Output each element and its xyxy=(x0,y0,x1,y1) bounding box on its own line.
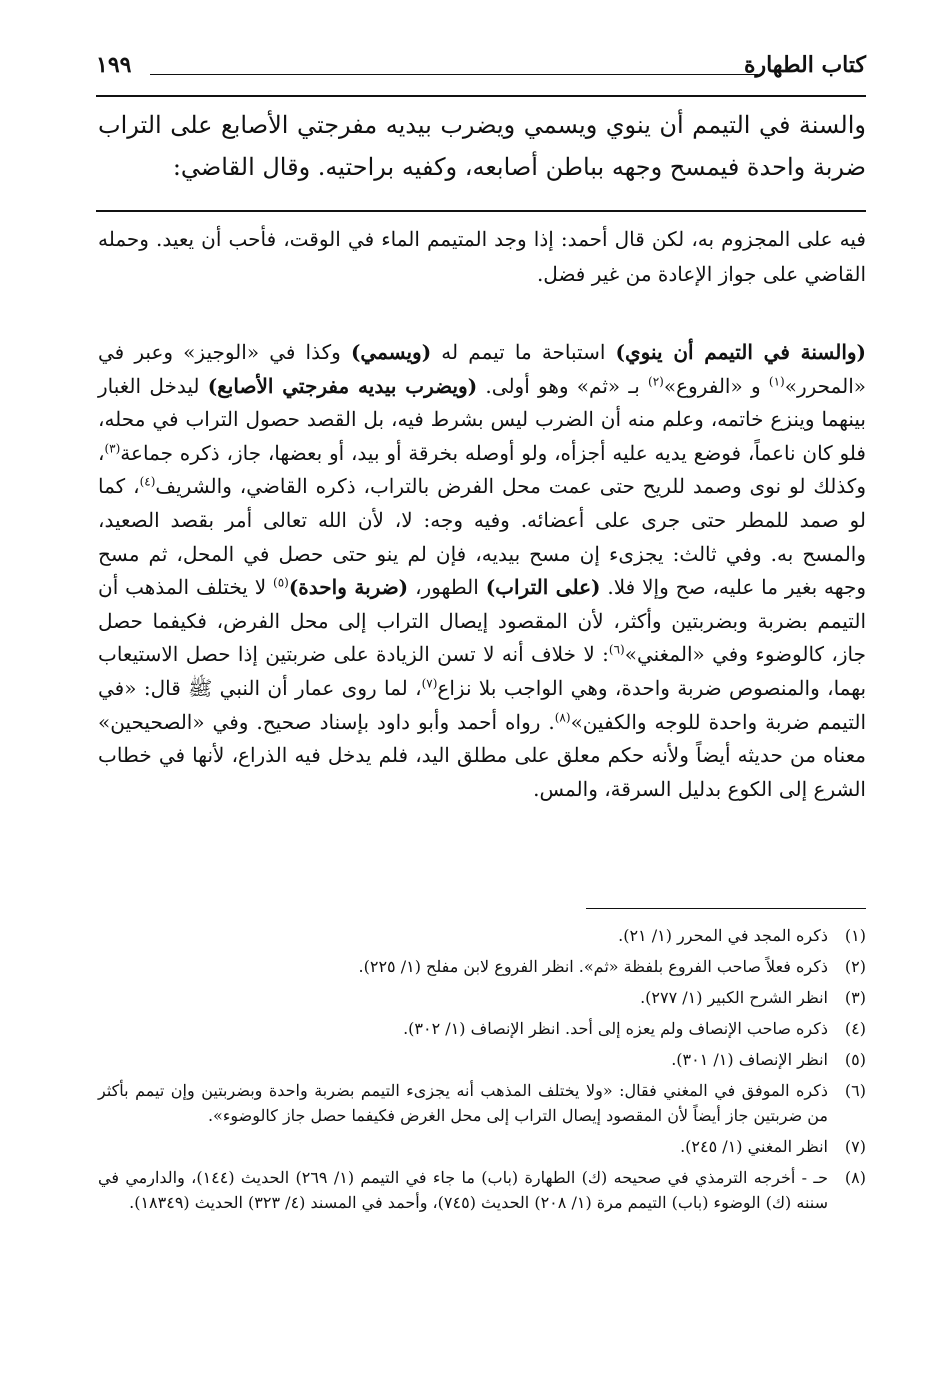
commentary-text: ليدخل الغبار بينهما وينزع خاتمه، وعلم منه أن الضرب ليس بشرط فيه، بل القصد حصول التراب في محله، فلو كان ناعماً، فوضع يديه عليه أجزأه، ولو أوصله بخرقة أو بيد، أو بعضها، جاز، ذكره جماعة xyxy=(98,373,866,465)
footnote-number: (٥) xyxy=(844,1050,866,1069)
footnote-ref[interactable]: (٦) xyxy=(608,642,625,657)
footnote-ref[interactable]: (٢) xyxy=(648,373,664,388)
footnote-ref[interactable]: (٨) xyxy=(554,709,571,724)
matn-text: والسنة في التيمم أن ينوي ويسمي ويضرب بيديه مفرجتي الأصابع على التراب ضربة واحدة فيمسح وجهه بباطن أصابعه، وكفيه براحتيه. وقال القاضي: xyxy=(98,111,866,181)
footnote-text: ذكره الموفق في المغني فقال: «ولا يختلف المذهب أنه يجزىء التيمم بضربة واحدة وبضربتين وإن تيمم بأكثر من ضربتين جاز أيضاً لأن المقصود إيصال التراب إلى محل الغرض فكيفما حصل جاز كالوضوء». xyxy=(98,1081,828,1125)
footnote-number: (٦) xyxy=(844,1081,866,1100)
footnote-text: حـ - أخرجه الترمذي في صحيحه (ك) الطهارة (باب) ما جاء في التيمم (١/ ٢٦٩) الحديث (١٤٤)، والدارمي في سننه (ك) الوضوء (باب) التيمم مرة (١/ ٢٠٨) الحديث (٧٤٥)، وأحمد في المسند (٤/ ٣٢٣) الحديث (١٨٣٤٩). xyxy=(98,1168,828,1212)
commentary-text: و «الفروع» xyxy=(663,373,769,398)
header-rule xyxy=(150,74,758,75)
footnote-text: انظر الإنصاف (١/ ٣٠١). xyxy=(671,1050,828,1069)
footnote-number: (٢) xyxy=(844,957,866,976)
commentary-text: لا يختلف المذهب أن التيمم بضربة وبضربتين وأكثر، لأن المقصود إيصال التراب إلى محل الفرض، فكيفما حصل جاز، كالوضوء وفي «المغني» xyxy=(98,575,866,667)
footnotes xyxy=(98,920,866,1218)
footnote-text: انظر المغني (١/ ٢٤٥). xyxy=(680,1137,828,1156)
footnote-ref[interactable]: (٥) xyxy=(273,575,289,590)
commentary-text: . رواه أحمد وأبو داود بإسناد صحيح. وفي «الصحيحين» معناه من حديثه أيضاً ولأنه حكم معلق على مطلق اليد، فلم يدخل فيه الذراع، لأنها في خطاب الشرع إلى الكوع بدليل السرقة، والمس. xyxy=(98,709,866,801)
footnote-number: (١) xyxy=(844,926,866,945)
footnote-number: (٣) xyxy=(844,988,866,1007)
commentary-text: ، لما روى عمار أن النبي ﷺ قال: «في التيمم ضربة واحدة للوجه والكفين» xyxy=(98,675,867,734)
page-number: ١٩٩ xyxy=(96,52,132,78)
commentary-paragraph xyxy=(98,336,866,806)
footnote-ref[interactable]: (١) xyxy=(768,373,785,388)
commentary-text: ، كما لو صمد للمطر حتى جرى على أعضائه. وفيه وجه: لا، لأن الله تعالى أمر بقصد الصعيد، والمسح به. وفي ثالث: يجزىء إن مسح بيديه، فإن لم ينو حتى حصل في المحل، ثم مسح وجهه بغير ما عليه، صح وإلا فلا. xyxy=(98,474,867,600)
footnote-item xyxy=(98,1131,866,1162)
footnote-text: ذكره فعلاً صاحب الفروع بلفظة «ثم». انظر الفروع لابن مفلح (١/ ٢٢٥). xyxy=(358,957,828,976)
footnote-text: ذكره صاحب الإنصاف ولم يعزه إلى أحد. انظر الإنصاف (١/ ٣٠٢). xyxy=(403,1019,828,1038)
matn-divider xyxy=(96,210,866,212)
commentary-text: ، وكذلك لو نوى وصمد للريح حتى عمت محل الفرض بالتراب، ذكره القاضي، والشريف xyxy=(98,440,866,499)
header-divider xyxy=(96,95,866,97)
matn-quote: (والسنة في التيمم أن ينوي) xyxy=(615,340,866,364)
commentary-body xyxy=(98,336,866,806)
footnote-number: (٨) xyxy=(844,1168,866,1187)
commentary-text: : لا خلاف أنه لا تسن الزيادة على ضربتين إذا حصل الاستيعاب بهما، والمنصوص ضربة واحدة، وهي الواجب بلا نزاع xyxy=(98,642,867,700)
matn-quote: (ضربة واحدة) xyxy=(288,575,409,600)
footnote-number: (٤) xyxy=(844,1019,866,1038)
footnote-item xyxy=(98,982,866,1013)
footnote-ref[interactable]: (٣) xyxy=(104,441,121,456)
footnote-separator xyxy=(586,908,866,909)
footnote-text: ذكره المجد في المحرر (١/ ٢١). xyxy=(618,926,828,945)
footnote-item xyxy=(98,1078,866,1128)
commentary-text: وكذا في «الوجيز» وعبر في «المحرر» xyxy=(98,340,866,398)
matn-quote: (ويضرب بيديه مفرجتي الأصابع) xyxy=(207,373,478,398)
footnote-ref[interactable]: (٤) xyxy=(139,474,156,489)
footnote-item xyxy=(98,1013,866,1044)
footnote-number: (٧) xyxy=(844,1137,866,1156)
footnote-ref[interactable]: (٧) xyxy=(421,676,438,691)
commentary-continuation: فيه على المجزوم به، لكن قال أحمد: إذا وجد المتيمم الماء في الوقت، فأحب أن يعيد. وحمله القاضي على جواز الإعادة من غير فضل. xyxy=(98,227,866,286)
footnote-item xyxy=(98,1044,866,1075)
footnote-item xyxy=(98,951,866,982)
commentary-text: بـ «ثم» وهو أولى. xyxy=(477,373,649,398)
running-header-title: كتاب الطهارة xyxy=(743,52,866,78)
footnote-text: انظر الشرح الكبير (١/ ٢٧٧). xyxy=(640,988,828,1007)
matn-quote: (ويسمي) xyxy=(350,340,432,364)
footnote-item xyxy=(98,920,866,951)
matn-quote: (على التراب) xyxy=(485,575,601,600)
footnote-item xyxy=(98,1165,866,1215)
commentary-text: الطهور، xyxy=(408,575,486,600)
commentary-text: استباحة ما تيمم له xyxy=(431,340,616,364)
